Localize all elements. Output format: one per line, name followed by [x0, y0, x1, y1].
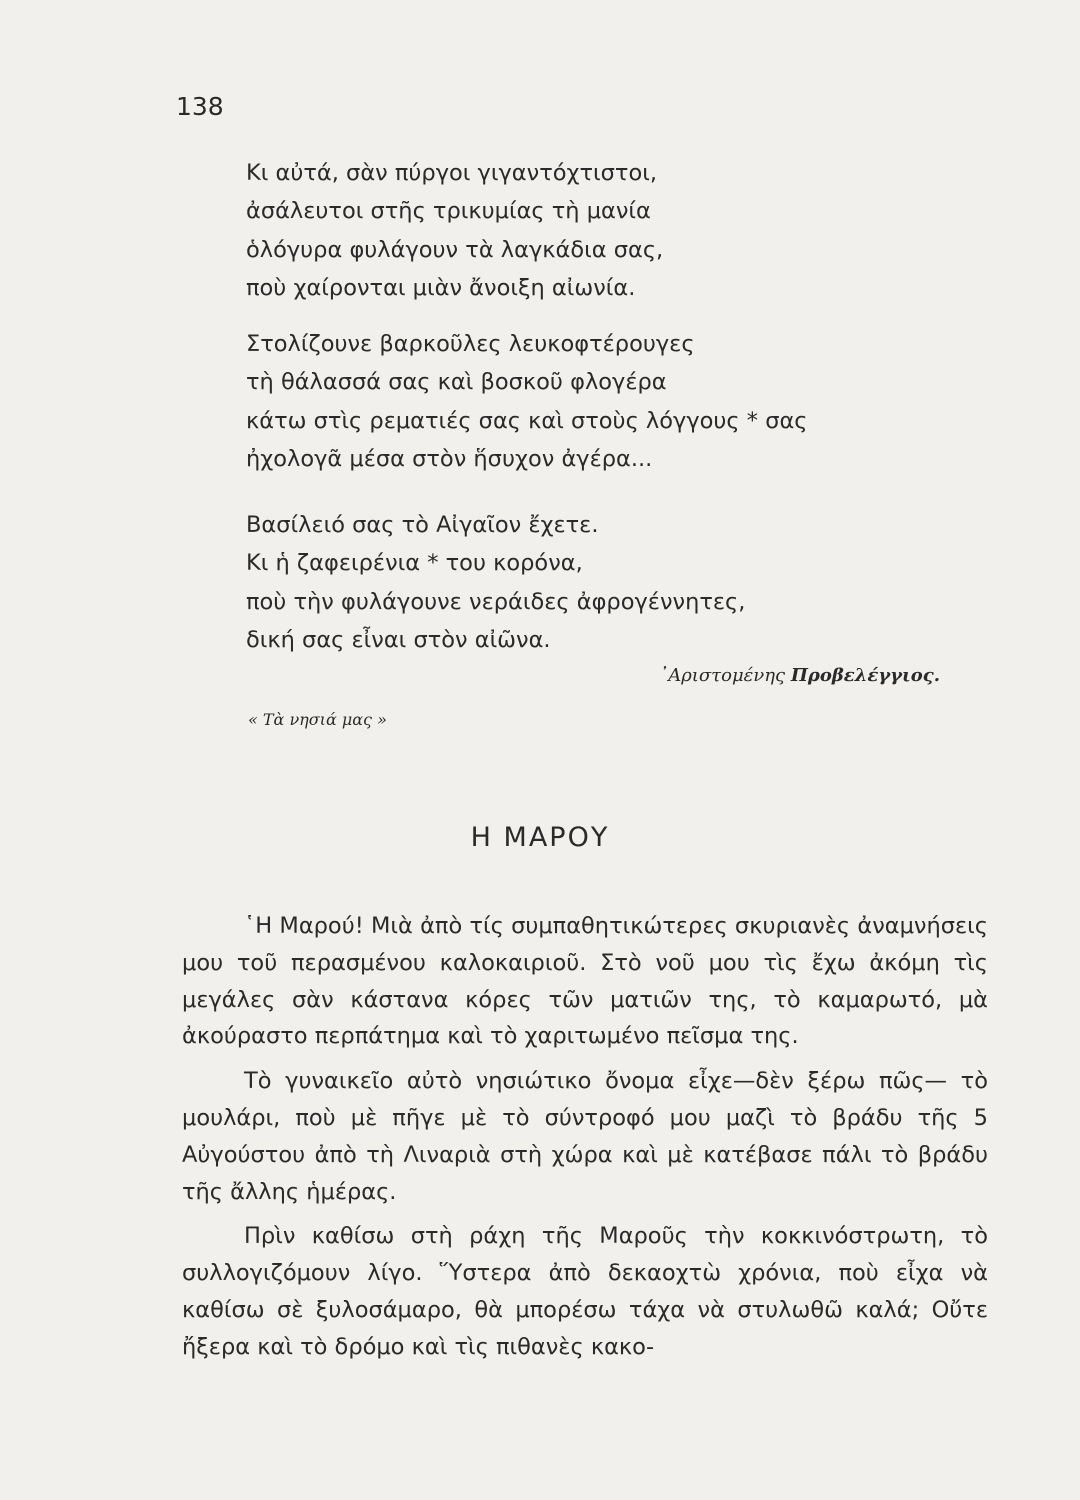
poem-line: Στολίζουνε βαρκοῦλες λευκοφτέρουγες [246, 331, 695, 357]
author-first-name: ᾿Αριστομένης [659, 665, 786, 686]
poem-line: Βασίλειό σας τὸ Αἰγαῖον ἔχετε. [246, 512, 599, 538]
article-title: Η ΜΑΡΟΥ [470, 822, 610, 853]
poem-line: τὴ θάλασσά σας καὶ βοσκοῦ φλογέρα [246, 369, 667, 396]
poem-stanza-3 [246, 506, 886, 659]
poem-line: Κι ἡ ζαφειρένια * του κορόνα, [246, 550, 583, 577]
article-paragraph: Πρὶν καθίσω στὴ ράχη τῆς Μαροῦς τὴν κοκκινόστρωτη, τὸ συλλογιζόμουν λίγο. Ὕστερα ἀπὸ δεκαοχτὼ χρόνια, ποὺ εἶχα νὰ καθίσω σὲ ξυλοσάμαρο, θὰ μπορέσω τάχα νὰ στυλωθῶ καλά; Οὔτε ἤξερα καὶ τὸ δρόμο καὶ τὶς πιθανὲς κακο- [182, 1223, 988, 1360]
poem-line: ποὺ τὴν φυλάγουνε νεράιδες ἀφρογέννητες, [246, 588, 746, 615]
page-number: 138 [176, 92, 224, 121]
poem-line: κάτω στὶς ρεματιές σας καὶ στοὺς λόγγους * σας [246, 407, 808, 434]
article-paragraph: ῾Η Μαρού! Μιὰ ἀπὸ τίς συμπαθητικώτερες σκυριανὲς ἀναμνήσεις μου τοῦ περασμένου καλοκαιριοῦ. Στὸ νοῦ μου τὶς ἔχω ἀκόμη τὶς μεγάλες σὰν κάστανα κόρες τῶν ματιῶν της, τὸ καμαρωτό, μὰ ἀκούραστο περπάτημα καὶ τὸ χαριτωμένο πεῖσμα της. [182, 913, 988, 1050]
author-surname: Προβελέγγιος. [790, 665, 940, 686]
poem-stanza-2 [246, 325, 886, 478]
poem-source: « Τὰ νησιά μας » [248, 710, 387, 729]
poem-line: ποὺ χαίρονται μιὰν ἄνοιξη αἰωνία. [246, 274, 636, 301]
poem-line: ἠχολογᾶ μέσα στὸν ἥσυχον ἀγέρα... [246, 445, 653, 472]
poem-line: δική σας εἶναι στὸν αἰῶνα. [246, 626, 551, 653]
article-paragraph: Τὸ γυναικεῖο αὐτὸ νησιώτικο ὄνομα εἶχε—δὲν ξέρω πῶς— τὸ μουλάρι, ποὺ μὲ πῆγε μὲ τὸ σύντροφό μου μαζὶ τὸ βράδυ τῆς 5 Αὐγούστου ἀπὸ τὴ Λιναριὰ στὴ χώρα καὶ μὲ κατέβασε πάλι τὸ βράδυ τῆς ἄλλης ἡμέρας. [182, 1068, 988, 1205]
poem-line: Κι αὐτά, σὰν πύργοι γιγαντόχτιστοι, [246, 160, 658, 186]
poem-author-signature [659, 665, 940, 686]
poem-stanza-1 [246, 154, 886, 307]
poem-line: ἀσάλευτοι στῆς τρικυμίας τὴ μανία [246, 198, 651, 225]
poem-line: ὁλόγυρα φυλάγουν τὰ λαγκάδια σας, [246, 236, 664, 263]
article-body [182, 908, 988, 1374]
